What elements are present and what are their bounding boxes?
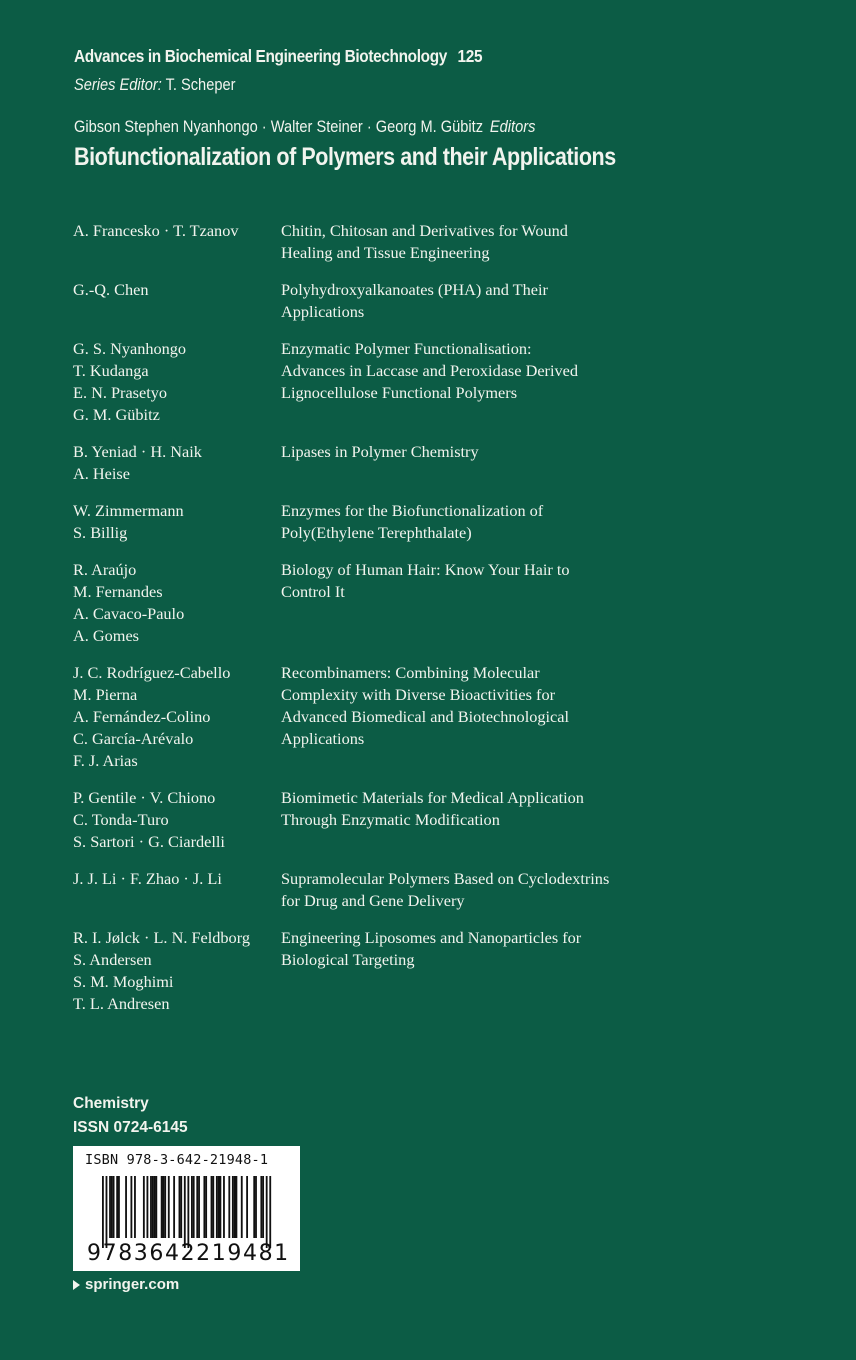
toc-chapter-title [281, 787, 693, 853]
barcode-bar [125, 1176, 127, 1238]
chapter-title-line: Chitin, Chitosan and Derivatives for Wound [281, 221, 568, 240]
author-line: R. Araújo [73, 560, 137, 579]
chapter-title-line: Biology of Human Hair: Know Your Hair to [281, 560, 570, 579]
toc-entry [73, 441, 693, 485]
barcode-bar [262, 1176, 264, 1238]
barcode-bar [180, 1176, 182, 1238]
book-editors-names: Gibson Stephen Nyanhongo · Walter Steiner · Georg M. Gübitz [74, 117, 484, 136]
barcode-bar [113, 1176, 115, 1238]
author-line: J. J. Li · F. Zhao · J. Li [73, 869, 222, 888]
author-line: A. Heise [73, 464, 130, 483]
barcode-bar [203, 1176, 205, 1238]
author-line: A. Francesko · T. Tzanov [73, 221, 239, 240]
barcode-bar [236, 1176, 238, 1238]
toc-authors [73, 279, 281, 323]
author-line: S. Billig [73, 523, 128, 542]
toc-chapter-title [281, 500, 693, 544]
author-line: A. Cavaco-Paulo [73, 604, 185, 623]
toc-authors [73, 441, 281, 485]
toc-chapter-title [281, 441, 693, 485]
barcode-bar [109, 1176, 111, 1238]
barcode-bar [232, 1176, 234, 1238]
chapter-title-line: Applications [281, 302, 365, 321]
author-line: P. Gentile · V. Chiono [73, 788, 216, 807]
chapter-title-line: Advances in Laccase and Peroxidase Derived [281, 361, 579, 380]
toc-entry [73, 868, 693, 912]
toc-authors [73, 787, 281, 853]
toc-chapter-title [281, 662, 693, 772]
author-line: A. Fernández-Colino [73, 707, 211, 726]
barcode-bar [234, 1176, 236, 1238]
barcode-bar [260, 1176, 262, 1238]
barcode-guard-bar [187, 1176, 189, 1248]
barcode-bar [130, 1176, 132, 1238]
author-line: G. S. Nyanhongo [73, 339, 187, 358]
author-line: W. Zimmermann [73, 501, 184, 520]
series-editor-name: T. Scheper [165, 75, 236, 94]
author-line: G.-Q. Chen [73, 280, 149, 299]
toc-authors [73, 338, 281, 426]
chapter-title-line: for Drug and Gene Delivery [281, 891, 465, 910]
barcode-bar [205, 1176, 207, 1238]
book-editors-role: Editors [489, 117, 536, 136]
barcode-bar [155, 1176, 157, 1238]
toc-entry [73, 279, 693, 323]
barcode-bar [193, 1176, 195, 1238]
chapter-title-line: Complexity with Diverse Bioactivities for [281, 685, 556, 704]
toc-entry [73, 559, 693, 647]
barcode-guard-bar [184, 1176, 186, 1248]
barcode-bar [154, 1176, 156, 1238]
barcode-bar [152, 1176, 154, 1238]
chapter-title-line: Advanced Biomedical and Biotechnological [281, 707, 569, 726]
author-line: M. Fernandes [73, 582, 163, 601]
author-line: M. Pierna [73, 685, 138, 704]
barcode-bar [147, 1176, 149, 1238]
chapter-title-line: Polyhydroxyalkanoates (PHA) and Their [281, 280, 548, 299]
author-line: T. Kudanga [73, 361, 149, 380]
chapter-title-line: Biomimetic Materials for Medical Application [281, 788, 584, 807]
chapter-title-line: Engineering Liposomes and Nanoparticles for [281, 928, 582, 947]
barcode-bar [211, 1176, 213, 1238]
barcode-bar [164, 1176, 166, 1238]
barcode-bar [255, 1176, 257, 1238]
toc-authors [73, 559, 281, 647]
toc-entry [73, 787, 693, 853]
barcode-bar [219, 1176, 221, 1238]
barcode-bar [218, 1176, 220, 1238]
series-volume: 125 [457, 46, 483, 66]
author-line: J. C. Rodríguez-Cabello [73, 663, 231, 682]
toc-authors [73, 927, 281, 1015]
toc-authors [73, 662, 281, 772]
chapter-title-line: Lignocellulose Functional Polymers [281, 383, 518, 402]
toc-entry [73, 500, 693, 544]
author-line: B. Yeniad · H. Naik [73, 442, 202, 461]
series-name: Advances in Biochemical Engineering Biotechnology [74, 46, 447, 66]
table-of-contents [73, 220, 693, 1030]
series-title [74, 46, 482, 67]
toc-entry [73, 927, 693, 1015]
barcode-bar [191, 1176, 193, 1238]
barcode-bar [118, 1176, 120, 1238]
book-title: Biofunctionalization of Polymers and their Applications [74, 143, 616, 171]
toc-chapter-title [281, 927, 693, 1015]
barcode-bar [116, 1176, 118, 1238]
chapter-title-line: Control It [281, 582, 345, 601]
toc-chapter-title [281, 868, 693, 912]
toc-chapter-title [281, 559, 693, 647]
barcode-bar [196, 1176, 198, 1238]
toc-chapter-title [281, 220, 693, 264]
author-line: F. J. Arias [73, 751, 138, 770]
barcode-bar [212, 1176, 214, 1238]
barcode-bar [163, 1176, 165, 1238]
series-editor-label: Series Editor: [74, 75, 162, 94]
barcode-bar [173, 1176, 175, 1238]
toc-entry [73, 338, 693, 426]
isbn-barcode [73, 1146, 300, 1271]
chapter-title-line: Applications [281, 729, 365, 748]
author-line: R. I. Jølck · L. N. Feldborg [73, 928, 250, 947]
chapter-title-line: Enzymes for the Biofunctionalization of [281, 501, 544, 520]
chapter-title-line: Enzymatic Polymer Functionalisation: [281, 339, 532, 358]
chapter-title-line: Through Enzymatic Modification [281, 810, 500, 829]
chapter-title-line: Supramolecular Polymers Based on Cyclodextrins [281, 869, 610, 888]
chapter-title-line: Biological Targeting [281, 950, 415, 969]
chapter-title-line: Recombinamers: Combining Molecular [281, 663, 540, 682]
barcode-guard-bar [102, 1176, 104, 1248]
author-line: S. Andersen [73, 950, 152, 969]
barcode-digits: 9783642219481 [87, 1241, 290, 1266]
barcode-guard-bar [266, 1176, 268, 1248]
barcode-bar [161, 1176, 163, 1238]
barcode-bar [198, 1176, 200, 1238]
barcode-bar [111, 1176, 113, 1238]
barcode-bar [143, 1176, 145, 1238]
author-line: E. N. Prasetyo [73, 383, 168, 402]
toc-entry [73, 662, 693, 772]
toc-authors [73, 868, 281, 912]
barcode-bar [246, 1176, 248, 1238]
chapter-title-line: Poly(Ethylene Terephthalate) [281, 523, 472, 542]
barcode-guard-bar [269, 1176, 271, 1248]
series-editor [74, 75, 235, 95]
author-line: C. Tonda-Turo [73, 810, 169, 829]
chapter-title-line: Healing and Tissue Engineering [281, 243, 490, 262]
barcode-bar [216, 1176, 218, 1238]
isbn-label: ISBN 978-3-642-21948-1 [85, 1152, 269, 1168]
author-line: S. Sartori · G. Ciardelli [73, 832, 225, 851]
toc-authors [73, 500, 281, 544]
toc-chapter-title [281, 338, 693, 426]
toc-entry [73, 220, 693, 264]
author-line: S. M. Moghimi [73, 972, 174, 991]
barcode-bar [241, 1176, 243, 1238]
author-line: A. Gomes [73, 626, 140, 645]
barcode-bar [150, 1176, 152, 1238]
barcode-bar [134, 1176, 136, 1238]
barcode-bar [223, 1176, 225, 1238]
chapter-title-line: Lipases in Polymer Chemistry [281, 442, 479, 461]
book-editors [74, 117, 535, 137]
springer-website-label: springer.com [85, 1276, 180, 1293]
toc-authors [73, 220, 281, 264]
author-line: G. M. Gübitz [73, 405, 160, 424]
barcode-guard-bar [106, 1176, 108, 1248]
barcode-bar [228, 1176, 230, 1238]
springer-website-link[interactable] [73, 1276, 179, 1293]
author-line: T. L. Andresen [73, 994, 170, 1013]
subject-category: Chemistry [73, 1095, 149, 1112]
author-line: C. García-Arévalo [73, 729, 194, 748]
barcode-bar [168, 1176, 170, 1238]
barcode-bar [179, 1176, 181, 1238]
issn-number: ISSN 0724-6145 [73, 1119, 188, 1136]
barcode-bar [253, 1176, 255, 1238]
toc-chapter-title [281, 279, 693, 323]
triangle-right-icon [73, 1280, 80, 1290]
